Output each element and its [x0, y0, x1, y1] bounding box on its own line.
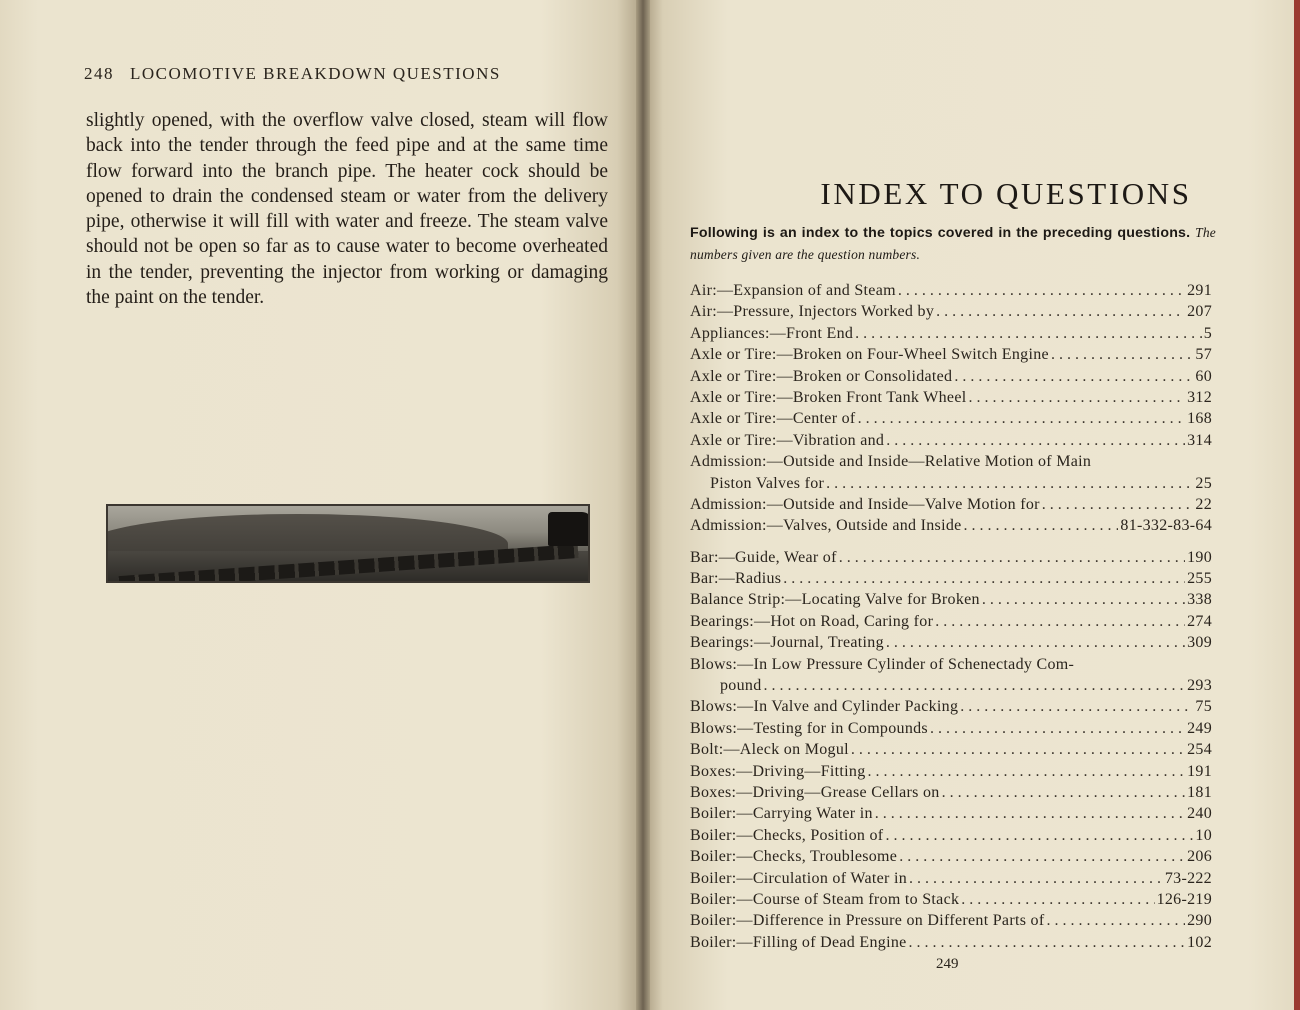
index-entry-number: 73-222	[1164, 869, 1212, 887]
index-entry-number: 255	[1187, 570, 1212, 588]
index-leader-dots	[764, 675, 1186, 696]
index-leader-dots	[935, 611, 1185, 632]
index-entries	[690, 280, 1212, 953]
index-entry	[690, 344, 1212, 365]
intro-italic: The numbers given are the question numbers.	[690, 225, 1216, 262]
index-entry	[690, 868, 1212, 889]
index-entry-number: 191	[1187, 762, 1212, 780]
index-entry-text: Boiler:—Course of Steam from to Stack	[690, 890, 960, 908]
index-entry-number: 309	[1187, 634, 1212, 652]
index-entry-number: 168	[1187, 410, 1212, 428]
index-leader-dots	[982, 589, 1185, 610]
index-entry-text: Boxes:—Driving—Grease Cellars on	[690, 783, 940, 801]
index-entry-number: 57	[1195, 346, 1212, 364]
index-entry-number: 291	[1187, 282, 1212, 299]
index-entry-text: Axle or Tire:—Center of	[690, 410, 856, 428]
index-leader-dots	[954, 366, 1193, 387]
index-entry	[690, 932, 1212, 953]
index-entry-number: 190	[1187, 548, 1212, 566]
index-entry-text: Blows:—In Valve and Cylinder Packing	[690, 698, 959, 716]
index-entry-text: Axle or Tire:—Broken Front Tank Wheel	[690, 388, 967, 406]
page-number: 248	[84, 64, 114, 83]
index-entry	[690, 825, 1212, 846]
running-head-title: LOCOMOTIVE BREAKDOWN QUESTIONS	[130, 64, 501, 83]
index-leader-dots	[839, 547, 1185, 568]
index-entry-text: Axle or Tire:—Broken or Consolidated	[690, 367, 953, 385]
index-entry-text: Boiler:—Filling of Dead Engine	[690, 933, 907, 951]
index-entry-line: Admission:—Outside and Inside—Relative Motion of Main	[690, 453, 1092, 471]
index-entry-number: 181	[1187, 783, 1212, 801]
index-entry-number: 254	[1187, 741, 1212, 759]
index-entry-number: 5	[1203, 324, 1212, 342]
index-entry	[690, 761, 1212, 782]
index-entry-number: 75	[1195, 698, 1212, 716]
index-leader-dots	[875, 803, 1185, 824]
index-entry-text: Bearings:—Journal, Treating	[690, 634, 884, 652]
index-entry	[690, 739, 1212, 760]
book-edge	[1294, 0, 1300, 1010]
index-entry-text: Boiler:—Circulation of Water in	[690, 869, 908, 887]
book-gutter	[636, 0, 650, 1010]
left-page	[0, 0, 636, 1010]
index-entry	[690, 632, 1212, 653]
index-entry-number: 207	[1187, 303, 1212, 321]
index-entry	[690, 280, 1212, 301]
index-entry-line: Blows:—In Low Pressure Cylinder of Schenectady Com-	[690, 655, 1075, 673]
index-entry	[690, 301, 1212, 322]
index-entry-number: 206	[1187, 848, 1212, 866]
index-entry-text: Boiler:—Carrying Water in	[690, 805, 873, 823]
index-entry	[690, 910, 1212, 931]
intro-bold: Following is an index to the topics covered in the preceding questions.	[690, 225, 1191, 241]
index-entry-number: 126-219	[1156, 890, 1212, 908]
index-entry-number: 81-332-83-64	[1120, 517, 1212, 535]
index-entry	[690, 366, 1212, 387]
index-leader-dots	[1042, 494, 1194, 515]
index-entry-text: Air:—Pressure, Injectors Worked by	[690, 303, 935, 321]
index-entry-number: 274	[1187, 612, 1212, 630]
index-entry-text: Appliances:—Front End	[690, 324, 854, 342]
index-intro	[690, 222, 1216, 266]
index-leader-dots	[885, 825, 1193, 846]
index-entry-number: 314	[1187, 431, 1212, 449]
index-leader-dots	[851, 739, 1185, 760]
index-entry	[690, 408, 1212, 429]
index-leader-dots	[1051, 344, 1193, 365]
index-entry	[690, 387, 1212, 408]
index-entry-text: Piston Valves for	[710, 474, 825, 492]
index-entry	[690, 718, 1212, 739]
index-leader-dots	[1046, 910, 1185, 931]
index-entry	[690, 846, 1212, 867]
index-entry-number: 312	[1187, 388, 1212, 406]
index-leader-dots	[783, 568, 1185, 589]
index-entry-text: Boxes:—Driving—Fitting	[690, 762, 866, 780]
index-entry-text: Bar:—Guide, Wear of	[690, 548, 837, 566]
index-leader-dots	[960, 696, 1193, 717]
photo-locomotive	[548, 512, 590, 546]
index-entry-text: Balance Strip:—Locating Valve for Broken	[690, 591, 980, 609]
index-leader-dots	[964, 515, 1119, 536]
index-entry	[690, 323, 1212, 344]
index-entry	[690, 782, 1212, 803]
index-entry-text: Bolt:—Aleck on Mogul	[690, 741, 849, 759]
index-entry-text: Blows:—Testing for in Compounds	[690, 719, 928, 737]
index-entry-text: Admission:—Outside and Inside—Valve Motion for	[690, 495, 1040, 513]
index-entry-number: 249	[1187, 719, 1212, 737]
index-leader-dots	[899, 846, 1185, 867]
index-entry	[690, 889, 1212, 910]
index-entry-number: 25	[1195, 474, 1212, 492]
index-entry	[690, 473, 1212, 494]
index-entry-text: Boiler:—Checks, Position of	[690, 826, 884, 844]
index-entry	[690, 568, 1212, 589]
index-title: INDEX TO QUESTIONS	[820, 176, 1192, 211]
index-leader-dots	[930, 718, 1185, 739]
index-entry	[690, 803, 1212, 824]
index-leader-dots	[909, 868, 1163, 889]
index-entry-number: 290	[1187, 912, 1212, 930]
index-leader-dots	[968, 387, 1185, 408]
index-leader-dots	[858, 408, 1186, 429]
index-leader-dots	[826, 473, 1193, 494]
index-leader-dots	[942, 782, 1186, 803]
index-entry-text: Boiler:—Checks, Troublesome	[690, 848, 898, 866]
index-entry-text: Admission:—Valves, Outside and Inside	[690, 517, 962, 535]
index-leader-dots	[898, 280, 1185, 301]
index-entry-text: Bar:—Radius	[690, 570, 782, 588]
index-entry	[690, 675, 1212, 696]
index-entry	[690, 494, 1212, 515]
folio: 249	[936, 956, 959, 972]
index-entry-text: Bearings:—Hot on Road, Caring for	[690, 612, 934, 630]
index-entry	[690, 611, 1212, 632]
index-entry	[690, 589, 1212, 610]
index-leader-dots	[886, 430, 1185, 451]
index-entry	[690, 547, 1212, 568]
right-page	[650, 0, 1300, 1010]
index-leader-dots	[936, 301, 1185, 322]
index-entry	[690, 696, 1212, 717]
body-paragraph: slightly opened, with the overflow valve closed, steam will flow back into the tender through the feed pipe and at the same time flow forward into the branch pipe. The heater cock should be opened to drain the condensed steam or water from the delivery pipe, otherwise it will fill with water and freeze. The steam valve should not be open so far as to cause water to become overheated in the tender, preventing the injector from working or damaging the paint on the tender.	[86, 110, 608, 309]
index-leader-dots	[909, 932, 1186, 953]
index-entry-text: Air:—Expansion of and Steam	[690, 282, 896, 299]
running-head	[84, 64, 501, 84]
index-leader-dots	[868, 761, 1186, 782]
index-entry-text: Axle or Tire:—Vibration and	[690, 431, 885, 449]
index-entry	[690, 430, 1212, 451]
index-entry-number: 10	[1195, 826, 1212, 844]
train-photograph	[106, 504, 590, 583]
index-entry-number: 338	[1187, 591, 1212, 609]
index-entry-text: Boiler:—Difference in Pressure on Different Parts of	[690, 912, 1045, 930]
index-leader-dots	[961, 889, 1154, 910]
index-entry-text: pound	[720, 677, 762, 695]
index-entry-number: 102	[1187, 933, 1212, 951]
index-entry-number: 60	[1195, 367, 1212, 385]
index-leader-dots	[855, 323, 1202, 344]
index-leader-dots	[886, 632, 1185, 653]
index-entry	[690, 515, 1212, 536]
index-entry-number: 22	[1195, 495, 1212, 513]
index-entry-number: 240	[1187, 805, 1212, 823]
index-entry-number: 293	[1187, 677, 1212, 695]
index-entry-text: Axle or Tire:—Broken on Four-Wheel Switch Engine	[690, 346, 1049, 364]
section-gap	[690, 537, 1212, 547]
